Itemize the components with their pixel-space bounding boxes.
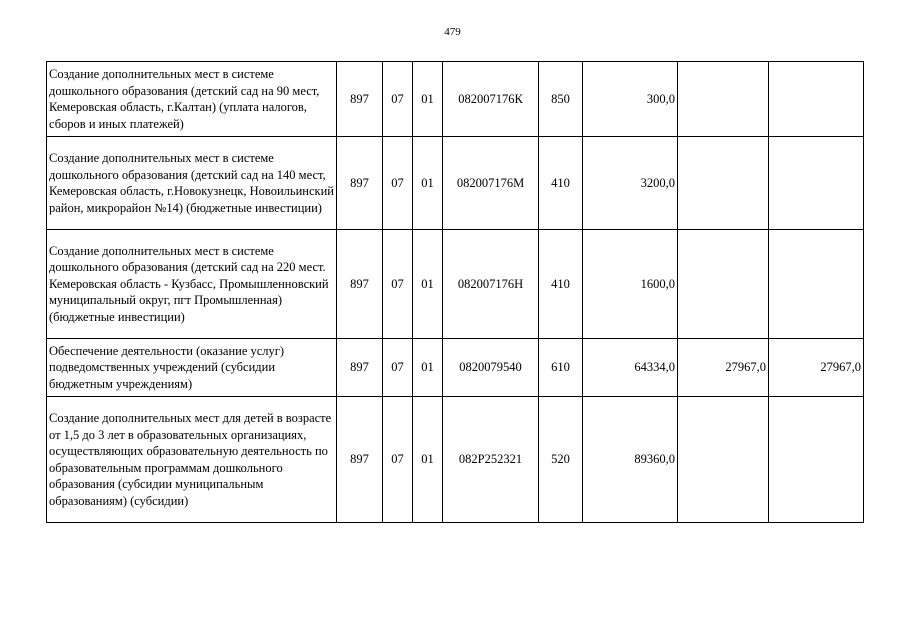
ministry-code-cell: 897 <box>337 397 383 523</box>
subsection-code-cell: 01 <box>413 62 443 137</box>
subsection-code-cell: 01 <box>413 137 443 230</box>
sum-3-cell: 27967,0 <box>769 339 864 397</box>
expense-name-cell: Создание дополнительных мест в системе дошкольного образования (детский сад на 140 мест, Кемеровская область, г.Новокузнецк, Новоильинский район, микрорайон №14) (бюджетные инвестиции) <box>47 137 337 230</box>
table-row <box>47 339 864 397</box>
expense-type-cell: 410 <box>539 137 583 230</box>
table-row <box>47 137 864 230</box>
expense-type-cell: 520 <box>539 397 583 523</box>
sum-2-cell <box>678 62 769 137</box>
sum-2-cell <box>678 397 769 523</box>
budget-table <box>46 61 864 523</box>
sum-3-cell <box>769 230 864 339</box>
expense-type-cell: 410 <box>539 230 583 339</box>
expense-name-cell: Создание дополнительных мест в системе дошкольного образования (детский сад на 90 мест, Кемеровская область, г.Калтан) (уплата налогов, сборов и иных платежей) <box>47 62 337 137</box>
sum-1-cell: 300,0 <box>583 62 678 137</box>
expense-name-cell: Создание дополнительных мест в системе дошкольного образования (детский сад на 220 мест. Кемеровская область - Кузбасс, Промышленновский муниципальный округ, пгт Промышленная) (бюджетные инвестиции) <box>47 230 337 339</box>
expense-type-cell: 610 <box>539 339 583 397</box>
target-article-cell: 0820079540 <box>443 339 539 397</box>
ministry-code-cell: 897 <box>337 62 383 137</box>
expense-type-cell: 850 <box>539 62 583 137</box>
section-code-cell: 07 <box>383 397 413 523</box>
target-article-cell: 082007176К <box>443 62 539 137</box>
table-row <box>47 62 864 137</box>
sum-3-cell <box>769 137 864 230</box>
ministry-code-cell: 897 <box>337 137 383 230</box>
subsection-code-cell: 01 <box>413 339 443 397</box>
sum-1-cell: 3200,0 <box>583 137 678 230</box>
sum-2-cell <box>678 137 769 230</box>
section-code-cell: 07 <box>383 230 413 339</box>
target-article-cell: 082007176М <box>443 137 539 230</box>
sum-3-cell <box>769 397 864 523</box>
sum-1-cell: 1600,0 <box>583 230 678 339</box>
table-row <box>47 230 864 339</box>
target-article-cell: 082P252321 <box>443 397 539 523</box>
subsection-code-cell: 01 <box>413 230 443 339</box>
sum-1-cell: 89360,0 <box>583 397 678 523</box>
page-number: 479 <box>444 26 461 38</box>
expense-name-cell: Создание дополнительных мест для детей в возрасте от 1,5 до 3 лет в образовательных организациях, осуществляющих образовательную деятельность по образовательным программам дошкольного образования (субсидии муниципальным образованиям) (субсидии) <box>47 397 337 523</box>
section-code-cell: 07 <box>383 62 413 137</box>
section-code-cell: 07 <box>383 339 413 397</box>
sum-1-cell: 64334,0 <box>583 339 678 397</box>
ministry-code-cell: 897 <box>337 230 383 339</box>
subsection-code-cell: 01 <box>413 397 443 523</box>
table-row <box>47 397 864 523</box>
section-code-cell: 07 <box>383 137 413 230</box>
sum-2-cell <box>678 230 769 339</box>
sum-3-cell <box>769 62 864 137</box>
target-article-cell: 082007176Н <box>443 230 539 339</box>
sum-2-cell: 27967,0 <box>678 339 769 397</box>
ministry-code-cell: 897 <box>337 339 383 397</box>
expense-name-cell: Обеспечение деятельности (оказание услуг) подведомственных учреждений (субсидии бюджетным учреждениям) <box>47 339 337 397</box>
